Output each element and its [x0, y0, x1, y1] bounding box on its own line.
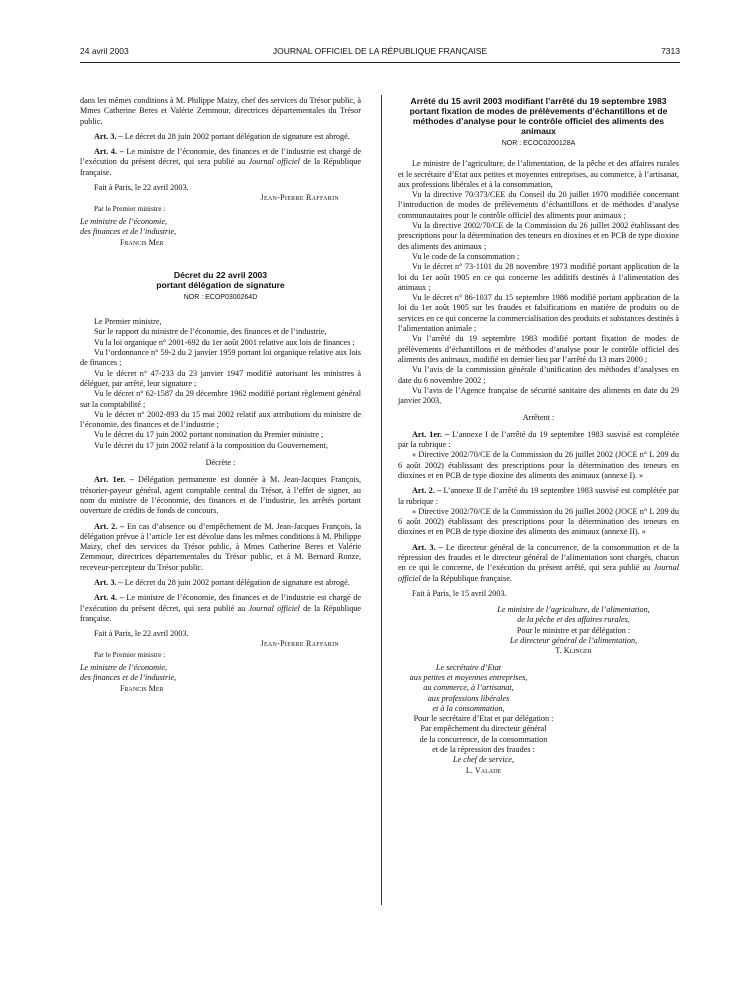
par-line: Par le Premier ministre : — [94, 649, 166, 659]
article-3 — [80, 132, 361, 142]
signature-line: au commerce, à l’artisanat, — [423, 683, 514, 693]
minister-name: Francis Mer — [120, 683, 164, 693]
fait-line: Fait à Paris, le 22 avril 2003. — [94, 629, 189, 639]
article-label: Art. 3. – — [94, 577, 123, 587]
article-text: Le décret du 28 juin 2002 portant délégation de signature est abrogé. — [124, 131, 350, 141]
minister-line: Le ministre de l’économie, — [80, 663, 168, 673]
article-text: Le directeur général de la concurrence, de la consommation et de la répression des fraudes et le directeur général de l’alimentation sont chargés, chacun en ce qui le concerne, de l’exécution du présent arrêté, qui sera publié au — [398, 542, 679, 573]
signature-line: Le ministre de l’agriculture, de l’alimentation, — [497, 605, 650, 615]
journal-name: Journal officiel — [398, 563, 680, 583]
vu-line: Sur le rapport du ministre de l’économie, des finances et de l’industrie, — [94, 327, 327, 337]
minister-line: des finances et de l’industrie, — [80, 673, 177, 683]
article-2-quote: « Directive 2002/70/CE de la Commission du 26 juillet 2002 (JOCE n° L 209 du 6 août 2002) établissant des prescriptions pour la détermination des teneurs en dioxines et en PCB de type dioxine des aliments des animaux (annexe II). » — [398, 506, 679, 537]
article-text: Le ministre de l’économie, des finances et de l’industrie est chargé de l’exécution du présent décret, qui sera publié au — [80, 593, 362, 613]
article-label: Art. 2. – — [412, 486, 442, 496]
signature-line: Le secrétaire d’Etat — [435, 662, 502, 672]
signature-line: et à la consommation, — [432, 703, 505, 713]
journal-name: Journal officiel — [248, 157, 300, 167]
par-line: Par le Premier ministre : — [94, 203, 166, 213]
article-label: Art. 2. – — [94, 521, 125, 531]
article-text: Délégation permanente est donnée à M. Jean-Jacques François, trésorier-payeur général, agent comptable central du Trésor, à l’effet de signer, au nom du ministre de l’économie, des finances et de l’industrie, les arrêtés portant ouverture de crédits de fonds de concours. — [80, 475, 361, 516]
vu-line: Vu le décret n° 86-1037 du 15 septembre 1986 modifié portant application de la loi du 1er août 1905 sur les fraudes et falsifications en matière de produits ou de services en ce qui concerne la commercialisation des produits et substances destinés à l’alimentation animale ; — [398, 293, 680, 334]
article-label: Art. 1er. – — [412, 429, 450, 439]
article-2 — [398, 486, 679, 507]
signature-name: Jean-Pierre Raffarin — [260, 639, 339, 649]
article-text: L’annexe I de l’arrêté du 19 septembre 1983 susvisé est complétée par la rubrique : — [398, 429, 680, 450]
arretent-line: Arrêtent : — [522, 413, 555, 423]
vu-line: Vu la directive 70/373/CEE du Conseil du 20 juillet 1970 modifiée concernant l’introduction de modes de prélèvements d’échantillons et de méthodes d’analyse communautaires pour le contrôle officiel des aliments pour animaux ; — [398, 190, 679, 220]
arrete-title: Arrêté du 15 avril 2003 modifiant l’arrêté du 19 septembre 1983 portant fixation de modes de prélèvements d’échantillons et de méthodes d’analyse pour le contrôle officiel des aliments des animaux — [409, 96, 668, 136]
signature-block-2 — [398, 663, 679, 714]
signature-block-3 — [398, 714, 679, 776]
left-column — [80, 96, 361, 694]
journal-name: Journal officiel — [248, 603, 300, 613]
page-header — [80, 46, 680, 60]
signature-name: T. Klinger — [555, 646, 592, 656]
article-label: Art. 4. – — [94, 147, 124, 157]
decree-title: Décret du 22 avril 2003 — [173, 269, 268, 280]
article-1-quote: « Directive 2002/70/CE de la Commission du 26 juillet 2002 (JOCE n° L 209 du 6 août 2002) établissant des prescriptions pour la détermination des teneurs en dioxines et en PCB de type dioxine des aliments des animaux (annexe I). » — [398, 450, 679, 480]
pm-line: Le Premier ministre, — [94, 317, 162, 327]
signature-line: Par empêchement du directeur général — [420, 724, 547, 734]
minister-line: Le ministre de l’économie, — [80, 216, 168, 226]
signature-line: et de la répression des fraudes : — [432, 745, 535, 755]
signature-line: de la concurrence, de la consommation — [419, 734, 548, 744]
vu-line: Vu l’avis de l’Agence française de sécurité sanitaire des aliments en date du 29 janvier 2003, — [398, 385, 679, 406]
fait-line: Fait à Paris, le 15 avril 2003. — [412, 588, 507, 598]
article-text: de la République française. — [80, 157, 362, 177]
vu-line: Vu le décret du 17 juin 2002 portant nomination du Premier ministre ; — [94, 430, 324, 440]
article-4 — [80, 147, 361, 178]
vu-line: Vu le décret n° 73-1101 du 28 novembre 1973 modifié portant application de la loi du 1er août 1905 en ce qui concerne les additifs destinés à l’alimentation des animaux ; — [398, 262, 679, 292]
signature-line: Pour le ministre et par délégation : — [516, 625, 631, 635]
signature-line: de la pêche et des affaires rurales, — [517, 615, 630, 625]
article-text: de la République française. — [422, 573, 512, 583]
intro-paragraph: Le ministre de l’agriculture, de l’alimentation, de la pêche et des affaires rurales et le secrétaire d’Etat aux petites et moyennes entreprises, au commerce, à l’artisanat, aux professions libérales et à la consommation, — [398, 159, 679, 189]
signature-block-1 — [398, 605, 679, 656]
article-text: Le décret du 28 juin 2002 portant délégation de signature est abrogé. — [124, 577, 350, 587]
decree-title: portant délégation de signature — [156, 279, 285, 290]
article-1 — [80, 475, 361, 516]
signature-name: L. Valade — [465, 765, 502, 775]
signature-line: aux professions libérales — [427, 693, 510, 703]
right-column — [398, 96, 679, 776]
article-text: L’annexe II de l’arrêté du 19 septembre 1983 susvisé est complétée par la rubrique : — [398, 486, 680, 506]
page-number: 7313 — [661, 46, 680, 56]
vu-line: Vu la loi organique n° 2001-692 du 1er août 2001 relative aux lois de finances ; — [94, 337, 355, 347]
signature-line: Le directeur général de l’alimentation, — [509, 636, 638, 646]
article-text: En cas d’absence ou d’empêchement de M. Jean-Jacques François, la délégation prévue à l’article 1er est dévolue dans les mêmes conditions à M. Philippe Maizy, chef des services du Trésor public, à Mmes Catherine Beres et Valérie Zemmour, directrices départementales du Trésor public, et à M. Bernard Ronze, receveur-percepteur du Trésor public. — [80, 521, 361, 572]
article-text: Le ministre de l’économie, des finances et de l’industrie est chargé de l’exécution du présent décret, qui sera publié au — [80, 147, 362, 167]
article-label: Art. 3. – — [412, 542, 443, 552]
article-label: Art. 4. – — [94, 593, 124, 603]
decrete-line: Décrète : — [205, 458, 236, 468]
continued-paragraph: dans les mêmes conditions à M. Philippe Maizy, chef des services du Trésor public, à Mmes Catherine Beres et Valérie Zemmour, directrices départementales du Trésor public. — [80, 96, 361, 126]
vu-line: Vu la directive 2002/70/CE de la Commission du 26 juillet 2002 établissant des prescriptions pour la détermination des teneurs en dioxines et en PCB de type dioxine des aliments des animaux ; — [398, 221, 679, 251]
vu-line: Vu le décret n° 2002-893 du 15 mai 2002 relatif aux attributions du ministre de l’économie, des finances et de l’industrie ; — [80, 409, 361, 430]
article-text: de la République française. — [80, 603, 362, 623]
vu-line: Vu l’arrêté du 19 septembre 1983 modifié portant fixation de modes de prélèvements d’échantillons et de méthodes d’analyse pour le contrôle officiel des aliments des animaux, modifié en dernier lieu par l’arrêté du 13 mars 2000 ; — [398, 334, 679, 364]
header-title: JOURNAL OFFICIEL DE LA RÉPUBLIQUE FRANÇAISE — [272, 46, 488, 56]
fait-line: Fait à Paris, le 22 avril 2003. — [94, 183, 189, 193]
signature-name: Jean-Pierre Raffarin — [260, 193, 339, 203]
arrete-nor: NOR : ECOC0200128A — [501, 140, 576, 147]
signature-line: aux petites et moyennes entreprises, — [409, 672, 528, 682]
vu-line: Vu le décret n° 62-1587 du 29 décembre 1962 modifié portant règlement général sur la comptabilité ; — [80, 389, 361, 409]
minister-name: Francis Mer — [120, 237, 164, 247]
article-4 — [80, 593, 361, 624]
article-1 — [398, 430, 679, 451]
minister-line: des finances et de l’industrie, — [80, 227, 177, 237]
vu-line: Vu le code de la consommation ; — [412, 251, 520, 261]
article-label: Art. 1er. – — [94, 475, 134, 485]
vu-line: Vu le décret n° 47-233 du 23 janvier 1947 modifié autorisant les ministres à déléguer, par arrêté, leur signature ; — [80, 368, 361, 388]
vu-line: Vu le décret du 17 juin 2002 relatif à la composition du Gouvernement, — [94, 440, 328, 450]
article-3 — [80, 578, 361, 588]
signature-line: Le chef de service, — [453, 755, 514, 765]
header-rule — [80, 62, 680, 63]
header-date: 24 avril 2003 — [80, 46, 129, 56]
signature-line: Pour le secrétaire d’Etat et par délégation : — [413, 714, 554, 724]
decree-nor: NOR : ECOP0300264D — [183, 293, 258, 301]
article-2 — [80, 522, 361, 573]
article-label: Art. 3. – — [94, 131, 123, 141]
article-3 — [398, 543, 679, 584]
vu-line: Vu l’ordonnance n° 59-2 du 2 janvier 1959 portant loi organique relative aux lois de finances ; — [80, 348, 361, 368]
column-divider — [381, 95, 382, 905]
vu-line: Vu l’avis de la commission générale d’unification des méthodes d’analyses en date du 6 novembre 2002 ; — [398, 365, 679, 385]
